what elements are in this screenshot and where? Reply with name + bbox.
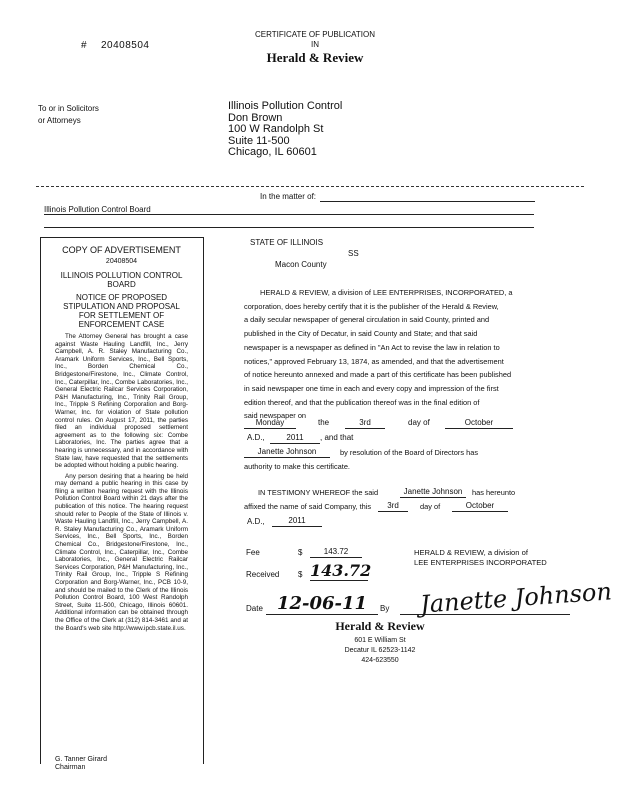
fee-symbol: $ — [298, 548, 303, 557]
state-ss: SS — [348, 249, 359, 258]
matter-label-rule — [320, 201, 535, 202]
fee-label: Fee — [246, 548, 260, 557]
notice-number: 20408504 — [105, 258, 138, 265]
footer-address-1: 601 E William St — [354, 637, 406, 644]
paper-name-footer: Herald & Review — [335, 619, 425, 633]
copy-of-advertisement: COPY OF ADVERTISEMENT — [62, 245, 181, 255]
addressee-suite: Suite 11-500 — [228, 134, 290, 147]
notice-heading: NOTICE OF PROPOSED STIPULATION AND PROPOSAL FOR SETTLEMENT OF ENFORCEMENT CASE — [63, 293, 180, 329]
date-value: 12-06-11 — [266, 593, 378, 615]
certificate-number-prefix: # — [81, 40, 87, 51]
witness-month: October — [452, 501, 508, 512]
witness-has-hereunto: has hereunto — [472, 488, 516, 497]
witness-name: Janette Johnson — [400, 487, 466, 498]
authorized-resolution: by resolution of the Board of Directors has — [340, 448, 479, 457]
matter-value: Illinois Pollution Control Board — [44, 205, 151, 214]
addressee-name: Illinois Pollution Control — [228, 100, 343, 112]
notice-top-rule — [40, 237, 203, 238]
affidavit-line-3: a daily secular newspaper of general circulation in said County, printed and — [244, 315, 490, 325]
matter-label: In the matter of: — [260, 192, 317, 201]
addressee-label-1: To or in Solicitors — [38, 104, 99, 113]
notice-paragraph-2: Any person desiring that a hearing be held may demand a public hearing in this case by filing a written hearing request with the Illinois Pollution Control Board within 21 days after the publication of this notice. The hearing request should refer to People of the State of Illinois v. Waste Hauling Landfill, Inc., Jerry Campbell, A. R. Staley Manufacturing Co., Aramark Uniform Services, Inc., Bell Sports, Inc., Borden Chemical Co., Bridgestone/Firestone, Inc., Climate Control, Inc., Caterpillar, Inc., Combe Laboratories, Inc., General Electric Railcar Services Corporation, P&H Manufacturing, Inc., Trinity Rail Group, Inc., Tripple S Refining Corporation and Borg-Warner, Inc., PCB 10-9, and should be mailed to the Clerk of the Illinois Pollution Control Board, 100 West Randolph Street, Suite 11-500, Chicago, Illinois 60601. Additional information can be obtained through the Office of the Clerk at (312) 814-3461 and at the Board's web site http://www.ipcb.state.il.us. — [55, 472, 188, 632]
paper-name-header: Herald & Review — [266, 50, 364, 65]
pub-the: the — [318, 418, 330, 427]
company-line-1: HERALD & REVIEW, a division of — [414, 548, 528, 557]
certificate-title: CERTIFICATE OF PUBLICATION — [254, 30, 375, 39]
pub-day-of: day of — [408, 418, 430, 427]
received-label: Received — [246, 570, 280, 579]
pub-and-that: , and that — [320, 433, 354, 442]
affidavit-line-7: of notice hereunto annexed and made a part of this certificate has been published — [244, 370, 512, 380]
state-county: Macon County — [275, 260, 327, 269]
received-amount: 143.72 — [310, 561, 372, 580]
witness-day-of: day of — [420, 502, 441, 511]
affidavit-line-8: in said newspaper one time in each and every copy and impression of the first — [244, 383, 499, 393]
affidavit-text — [244, 286, 544, 423]
authority-text: authority to make this certificate. — [244, 462, 350, 471]
footer-address — [310, 636, 450, 666]
certificate-in: IN — [311, 40, 319, 49]
notice-signer-title: Chairman — [55, 764, 86, 771]
notice-body — [55, 257, 188, 632]
affidavit-line-5: newspaper is a newspaper as defined in "An Act to revise the law in relation to — [244, 342, 500, 352]
affidavit-line-10: said newspaper on — [244, 411, 307, 421]
footer-phone: 424-623550 — [361, 657, 399, 664]
addressee-block — [228, 101, 342, 159]
notice-paragraph-1: The Attorney General has brought a case against Waste Hauling Landfill, Inc., Jerry Campbell, A. R. Staley Manufacturing Co., Aramark Uniform Services, Inc., Bell Sports, Inc., Borden Chemical Co., Bridgestone/Firestone, Inc., Climate Control, Inc., Caterpillar, Inc., Combe Laboratories, Inc., General Electric Railcar Services Corporation, P&H Manufacturing, Inc., Trinity Rail Group, Inc., Tripple S Refining Corporation and Borg-Warner, Inc. for violation of State pollution control rules. On August 17, 2011, the parties filed an individual proposed settlement agreement as to the following six: Combe Laboratories, Inc. The parties agree that a hearing is unnecessary, and in accordance with State law, have requested that the settlements be adopted without holding a public hearing. — [55, 333, 188, 470]
state-line: STATE OF ILLINOIS — [250, 238, 324, 247]
addressee-contact: Don Brown — [228, 111, 283, 124]
affidavit-line-9: edition thereof, and that the publication thereof was in the final edition of — [244, 397, 480, 407]
witness-line-b: affixed the name of said Company, this — [244, 502, 372, 511]
witness-year: 2011 — [272, 516, 322, 527]
certificate-number: 20408504 — [101, 40, 150, 51]
notice-right-rule — [203, 237, 204, 764]
footer-address-2: Decatur IL 62523-1142 — [344, 647, 416, 654]
fee-amount: 143.72 — [310, 547, 362, 558]
date-label: Date — [246, 604, 263, 613]
by-label: By — [380, 604, 390, 613]
addressee-street: 100 W Randolph St — [228, 123, 324, 135]
matter-rule-1 — [44, 214, 534, 215]
matter-rule-2 — [44, 227, 534, 228]
pub-day-num: 3rd — [345, 418, 385, 429]
company-line-2: LEE ENTERPRISES INCORPORATED — [414, 558, 547, 567]
notice-signer: G. Tanner Girard — [55, 756, 108, 763]
affidavit-line-1: HERALD & REVIEW, a division of LEE ENTERPRISES, INCORPORATED, a — [260, 288, 513, 297]
affidavit-line-6: notices," approved February 13, 1874, as amended, and that the advertisement — [244, 356, 504, 366]
pub-ad: A.D., — [247, 433, 265, 442]
affidavit-line-4: published in the City of Decatur, in said County and State; and that said — [244, 329, 478, 339]
separator-line — [36, 186, 584, 187]
signature: Janette Johnson — [419, 577, 613, 619]
pub-day-name: Monday — [244, 418, 296, 429]
received-symbol: $ — [298, 570, 303, 579]
witness-day: 3rd — [378, 501, 408, 512]
addressee-city: Chicago, IL 60601 — [228, 146, 317, 158]
authorized-person: Janette Johnson — [244, 447, 330, 458]
witness-ad: A.D., — [247, 517, 265, 526]
notice-left-rule — [40, 237, 41, 764]
witness-line-a: IN TESTIMONY WHEREOF the said — [258, 488, 379, 497]
pub-year: 2011 — [270, 433, 320, 444]
notice-board: ILLINOIS POLLUTION CONTROL BOARD — [60, 271, 183, 289]
pub-month: October — [445, 418, 513, 429]
addressee-label-2: or Attorneys — [38, 116, 81, 125]
affidavit-line-2: corporation, does hereby certify that it is the publisher of the Herald & Review, — [244, 301, 499, 311]
